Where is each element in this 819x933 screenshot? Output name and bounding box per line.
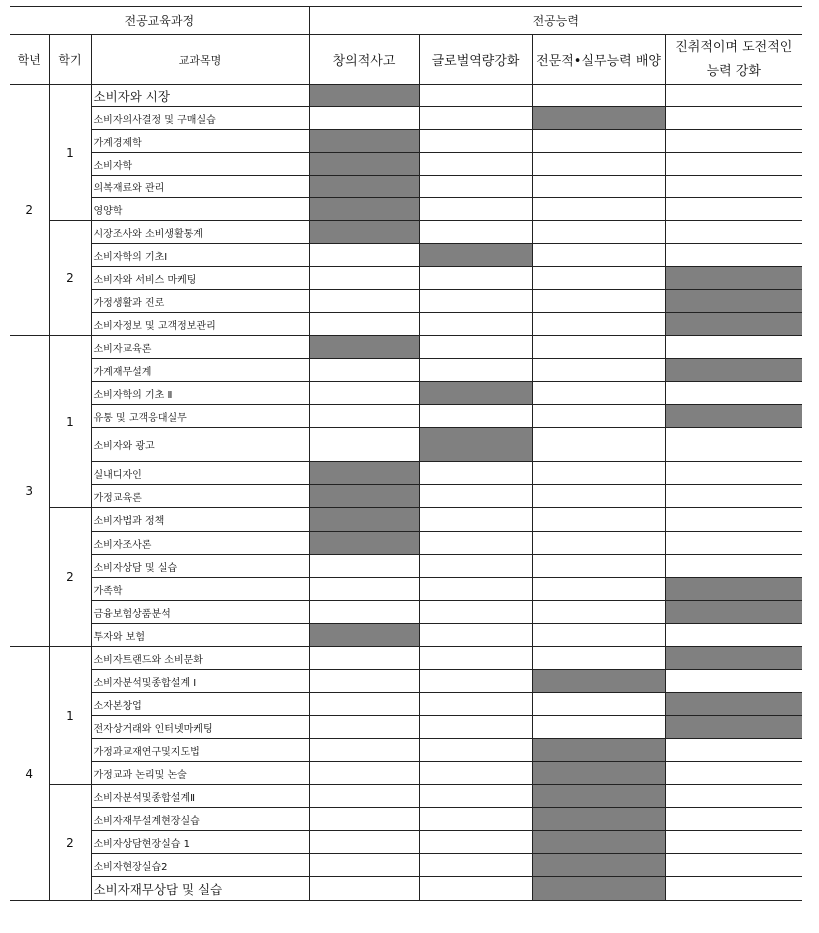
course-name: 소비자와 광고: [91, 428, 309, 462]
competency-mark-filled: [665, 716, 802, 739]
course-name: 소비자재무상담 및 실습: [91, 877, 309, 901]
competency-mark-filled: [665, 359, 802, 382]
competency-mark-empty: [532, 485, 665, 508]
competency-mark-empty: [532, 176, 665, 198]
competency-mark-empty: [419, 107, 532, 130]
competency-mark-filled: [309, 153, 419, 176]
competency-3-header: 전문적•실무능력 배양: [532, 35, 665, 85]
table-row: [10, 405, 802, 428]
competency-mark-empty: [419, 198, 532, 221]
course-column-header: 교과목명: [91, 35, 309, 85]
table-row: [10, 716, 802, 739]
competency-mark-empty: [532, 336, 665, 359]
competency-1-header: 창의적사고: [309, 35, 419, 85]
table-row: [10, 359, 802, 382]
competency-mark-empty: [419, 739, 532, 762]
course-name: 소비자분석및종합설계 Ⅰ: [91, 670, 309, 693]
competency-mark-filled: [665, 578, 802, 601]
table-row: [10, 601, 802, 624]
competency-mark-filled: [532, 831, 665, 854]
competency-mark-filled: [309, 198, 419, 221]
course-name: 소비자현장실습2: [91, 854, 309, 877]
competency-mark-empty: [309, 716, 419, 739]
competency-mark-filled: [309, 462, 419, 485]
table-row: [10, 578, 802, 601]
competency-mark-empty: [665, 85, 802, 107]
competency-mark-empty: [665, 244, 802, 267]
competency-mark-empty: [665, 831, 802, 854]
competency-mark-empty: [665, 854, 802, 877]
semester-cell: 2: [49, 508, 91, 647]
competency-mark-empty: [532, 555, 665, 578]
competency-mark-empty: [665, 428, 802, 462]
competency-mark-empty: [309, 854, 419, 877]
course-name: 소비자와 서비스 마케팅: [91, 267, 309, 290]
competency-mark-filled: [665, 405, 802, 428]
competency-mark-filled: [309, 532, 419, 555]
table-row: [10, 462, 802, 485]
competency-mark-empty: [309, 739, 419, 762]
table-row: [10, 290, 802, 313]
competency-mark-empty: [419, 693, 532, 716]
competency-mark-empty: [309, 601, 419, 624]
competency-mark-empty: [419, 670, 532, 693]
competency-header: 전공능력: [309, 7, 802, 35]
competency-mark-empty: [665, 624, 802, 647]
competency-mark-filled: [532, 808, 665, 831]
course-name: 가계재무설계: [91, 359, 309, 382]
course-name: 소비자법과 정책: [91, 508, 309, 532]
competency-mark-empty: [665, 382, 802, 405]
table-row: [10, 647, 802, 670]
semester-cell: 1: [49, 336, 91, 508]
course-name: 전자상거래와 인터넷마케팅: [91, 716, 309, 739]
competency-mark-empty: [532, 647, 665, 670]
course-name: 소비자학의 기초 Ⅱ: [91, 382, 309, 405]
table-row: [10, 808, 802, 831]
table-row: [10, 382, 802, 405]
course-name: 영양학: [91, 198, 309, 221]
competency-mark-empty: [665, 739, 802, 762]
competency-mark-empty: [419, 290, 532, 313]
competency-mark-empty: [532, 130, 665, 153]
competency-mark-empty: [309, 107, 419, 130]
course-name: 실내디자인: [91, 462, 309, 485]
competency-2-header: 글로벌역량강화: [419, 35, 532, 85]
course-name: 소비자분석및종합설계Ⅱ: [91, 785, 309, 808]
table-row: [10, 532, 802, 555]
competency-mark-filled: [665, 313, 802, 336]
course-name: 유통 및 고객응대실무: [91, 405, 309, 428]
year-cell: 4: [10, 647, 49, 901]
competency-mark-empty: [309, 428, 419, 462]
curriculum-header: 전공교육과정: [10, 7, 309, 35]
competency-mark-empty: [665, 555, 802, 578]
course-name: 가계경제학: [91, 130, 309, 153]
competency-mark-empty: [532, 153, 665, 176]
competency-mark-empty: [419, 785, 532, 808]
table-row: [10, 831, 802, 854]
competency-mark-empty: [532, 624, 665, 647]
year-column-header: 학년: [10, 35, 49, 85]
course-name: 소비자상담현장실습 1: [91, 831, 309, 854]
table-row: [10, 555, 802, 578]
competency-mark-empty: [665, 508, 802, 532]
competency-mark-empty: [309, 670, 419, 693]
competency-mark-filled: [309, 624, 419, 647]
table-row: [10, 485, 802, 508]
table-row: [10, 428, 802, 462]
competency-mark-empty: [419, 831, 532, 854]
competency-mark-empty: [419, 647, 532, 670]
competency-mark-filled: [665, 601, 802, 624]
competency-mark-empty: [665, 877, 802, 901]
competency-mark-empty: [419, 313, 532, 336]
competency-mark-filled: [532, 854, 665, 877]
competency-mark-empty: [419, 221, 532, 244]
course-name: 의복재료와 관리: [91, 176, 309, 198]
course-name: 소비자교육론: [91, 336, 309, 359]
table-row: [10, 130, 802, 153]
competency-mark-empty: [419, 176, 532, 198]
competency-mark-filled: [665, 647, 802, 670]
competency-mark-empty: [665, 198, 802, 221]
competency-mark-empty: [532, 382, 665, 405]
competency-mark-empty: [532, 221, 665, 244]
competency-mark-empty: [419, 130, 532, 153]
course-name: 소비자와 시장: [91, 85, 309, 107]
course-name: 금융보험상품분석: [91, 601, 309, 624]
table-row: [10, 244, 802, 267]
semester-column-header: 학기: [49, 35, 91, 85]
competency-mark-filled: [309, 130, 419, 153]
competency-mark-empty: [309, 359, 419, 382]
table-row: [10, 762, 802, 785]
competency-mark-empty: [665, 808, 802, 831]
semester-cell: 1: [49, 647, 91, 785]
competency-mark-empty: [532, 462, 665, 485]
competency-mark-empty: [419, 877, 532, 901]
competency-mark-empty: [419, 808, 532, 831]
competency-4-header: [665, 35, 802, 85]
table-row: [10, 198, 802, 221]
year-cell: 3: [10, 336, 49, 647]
competency-mark-empty: [532, 198, 665, 221]
competency-mark-empty: [532, 693, 665, 716]
competency-mark-filled: [532, 107, 665, 130]
course-name: 소비자학의 기초Ⅰ: [91, 244, 309, 267]
competency-mark-empty: [665, 532, 802, 555]
competency-mark-empty: [419, 153, 532, 176]
table-row: [10, 624, 802, 647]
table-row: [10, 85, 802, 107]
competency-mark-empty: [309, 382, 419, 405]
competency-mark-empty: [532, 244, 665, 267]
course-name: 가정과교재연구및지도법: [91, 739, 309, 762]
competency-mark-empty: [665, 670, 802, 693]
competency-mark-empty: [419, 267, 532, 290]
competency-mark-empty: [309, 762, 419, 785]
competency-mark-empty: [532, 428, 665, 462]
table-header: [10, 7, 802, 85]
competency-mark-empty: [309, 267, 419, 290]
competency-mark-empty: [665, 462, 802, 485]
table-row: [10, 854, 802, 877]
competency-mark-empty: [419, 578, 532, 601]
competency-mark-empty: [665, 176, 802, 198]
competency-mark-empty: [532, 85, 665, 107]
competency-mark-empty: [665, 785, 802, 808]
competency-mark-filled: [419, 382, 532, 405]
competency-mark-empty: [665, 221, 802, 244]
competency-mark-empty: [665, 130, 802, 153]
competency-mark-empty: [665, 336, 802, 359]
competency-mark-filled: [532, 670, 665, 693]
competency-mark-empty: [309, 290, 419, 313]
table-row: [10, 336, 802, 359]
table-row: [10, 221, 802, 244]
table-row: [10, 693, 802, 716]
competency-mark-empty: [419, 762, 532, 785]
course-name: 소비자정보 및 고객정보관리: [91, 313, 309, 336]
course-name: 가정교과 논리및 논술: [91, 762, 309, 785]
competency-mark-empty: [419, 532, 532, 555]
competency-mark-empty: [532, 313, 665, 336]
competency-mark-filled: [309, 85, 419, 107]
competency-mark-empty: [419, 624, 532, 647]
table-row: [10, 739, 802, 762]
competency-mark-filled: [309, 221, 419, 244]
table-row: [10, 785, 802, 808]
course-name: 시장조사와 소비생활통계: [91, 221, 309, 244]
competency-4-header-line2: 능력 강화: [706, 63, 761, 79]
competency-mark-filled: [665, 290, 802, 313]
competency-mark-filled: [532, 762, 665, 785]
table-row: [10, 107, 802, 130]
competency-mark-empty: [665, 485, 802, 508]
competency-mark-empty: [532, 578, 665, 601]
competency-mark-empty: [532, 508, 665, 532]
competency-mark-filled: [532, 739, 665, 762]
course-name: 소비자재무설계현장실습: [91, 808, 309, 831]
competency-mark-empty: [419, 485, 532, 508]
table-row: [10, 267, 802, 290]
table-row: [10, 153, 802, 176]
competency-mark-empty: [309, 405, 419, 428]
competency-mark-filled: [309, 176, 419, 198]
competency-mark-empty: [419, 336, 532, 359]
competency-mark-empty: [532, 532, 665, 555]
competency-mark-empty: [665, 153, 802, 176]
competency-mark-filled: [532, 877, 665, 901]
competency-mark-empty: [309, 808, 419, 831]
table-row: [10, 877, 802, 901]
competency-mark-empty: [532, 601, 665, 624]
competency-mark-empty: [309, 578, 419, 601]
table-row: [10, 176, 802, 198]
competency-mark-empty: [419, 462, 532, 485]
competency-mark-empty: [419, 405, 532, 428]
competency-mark-empty: [419, 555, 532, 578]
competency-mark-empty: [532, 267, 665, 290]
competency-mark-empty: [532, 716, 665, 739]
competency-mark-empty: [309, 785, 419, 808]
competency-mark-empty: [419, 359, 532, 382]
course-name: 소자본창업: [91, 693, 309, 716]
competency-mark-empty: [309, 877, 419, 901]
course-name: 소비자조사론: [91, 532, 309, 555]
competency-mark-empty: [419, 716, 532, 739]
course-name: 소비자상담 및 실습: [91, 555, 309, 578]
table-body: [10, 85, 802, 901]
year-cell: 2: [10, 85, 49, 336]
competency-mark-empty: [532, 290, 665, 313]
competency-mark-filled: [665, 267, 802, 290]
competency-mark-empty: [419, 601, 532, 624]
competency-mark-filled: [309, 336, 419, 359]
course-name: 투자와 보험: [91, 624, 309, 647]
table-row: [10, 508, 802, 532]
competency-mark-filled: [309, 485, 419, 508]
competency-mark-empty: [309, 693, 419, 716]
competency-mark-empty: [419, 85, 532, 107]
competency-mark-empty: [309, 555, 419, 578]
competency-mark-empty: [309, 313, 419, 336]
competency-mark-empty: [419, 508, 532, 532]
competency-mark-empty: [532, 405, 665, 428]
semester-cell: 2: [49, 221, 91, 336]
course-name: 가정생활과 진로: [91, 290, 309, 313]
competency-mark-filled: [419, 244, 532, 267]
competency-mark-filled: [419, 428, 532, 462]
competency-mark-empty: [665, 107, 802, 130]
competency-mark-empty: [532, 359, 665, 382]
semester-cell: 1: [49, 85, 91, 221]
competency-mark-empty: [309, 647, 419, 670]
table-row: [10, 313, 802, 336]
course-name: 가정교육론: [91, 485, 309, 508]
table-row: [10, 670, 802, 693]
course-name: 소비자학: [91, 153, 309, 176]
competency-mark-empty: [419, 854, 532, 877]
course-name: 가족학: [91, 578, 309, 601]
competency-mark-empty: [665, 762, 802, 785]
competency-mark-filled: [309, 508, 419, 532]
competency-mark-filled: [532, 785, 665, 808]
course-name: 소비자트랜드와 소비문화: [91, 647, 309, 670]
course-name: 소비자의사결정 및 구매실습: [91, 107, 309, 130]
curriculum-competency-table: [10, 6, 802, 901]
competency-mark-empty: [309, 831, 419, 854]
competency-4-header-line1: 진취적이며 도전적인: [675, 39, 793, 55]
competency-mark-empty: [309, 244, 419, 267]
competency-mark-filled: [665, 693, 802, 716]
semester-cell: 2: [49, 785, 91, 901]
